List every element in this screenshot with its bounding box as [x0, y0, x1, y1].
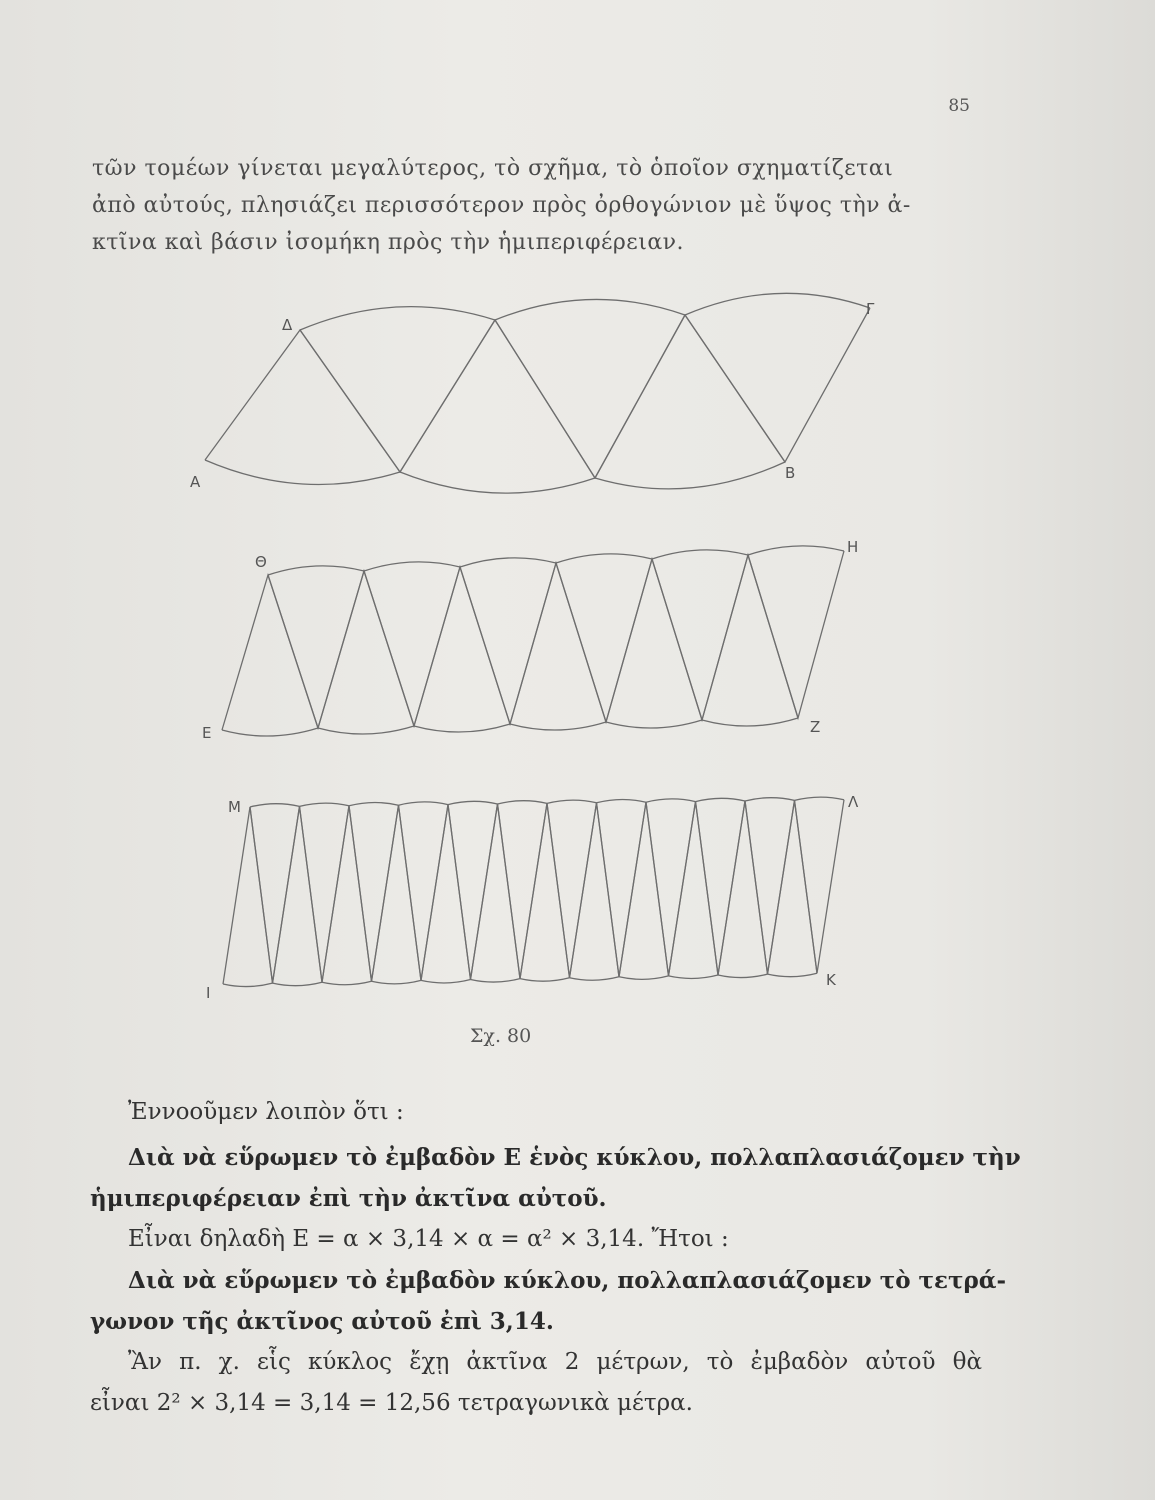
sector-arc: [498, 801, 548, 804]
sector-edges: [748, 551, 844, 718]
sector-edges: [597, 802, 647, 977]
body-text: [90, 1092, 1021, 1424]
sector-edges: [498, 803, 548, 978]
sector-arc: [364, 562, 460, 571]
sector-arc: [273, 982, 323, 985]
rule-1-line-2: ἡμιπεριφέρειαν ἐπὶ τὴν ἀκτῖνα αὐτοῦ.: [90, 1185, 607, 1212]
intro-paragraph: [92, 150, 972, 261]
sector-arc: [300, 307, 495, 330]
sector-edges: [205, 330, 400, 472]
sector-edges: [768, 800, 818, 974]
sector-arc: [372, 980, 422, 983]
sector-edges: [570, 803, 620, 978]
sector-arc: [510, 722, 606, 730]
intro-line: κτῖνα καὶ βάσιν ἰσομήκη πρὸς τὴν ἡμιπεριφέρειαν.: [92, 230, 685, 255]
label-zeta: Ζ: [810, 718, 821, 736]
sector-arc: [400, 472, 595, 493]
sector-arc: [399, 802, 449, 805]
sector-arc: [702, 718, 798, 726]
sector-arc: [669, 975, 719, 978]
sector-arc: [570, 977, 620, 980]
sector-arc: [520, 978, 570, 981]
sector-arc: [696, 798, 746, 801]
sector-arc: [768, 973, 818, 976]
sector-edges: [222, 575, 318, 730]
label-kappa: Κ: [826, 971, 836, 989]
rule-2-line-2: γωνον τῆς ἀκτῖνος αὐτοῦ ἐπὶ 3,14.: [90, 1308, 554, 1335]
sector-edges: [250, 806, 300, 983]
sector-edges: [399, 805, 449, 981]
sector-edges: [795, 800, 845, 973]
label-gamma: Γ: [866, 300, 875, 318]
sector-arc: [595, 462, 785, 489]
sector-arc: [471, 979, 521, 982]
figure-diagram: [190, 290, 890, 1010]
sector-edges: [495, 315, 685, 478]
intro-line: ἀπὸ αὐτούς, πλησιάζει περισσότερον πρὸς ὀρθογώνιον μὲ ὕψος τὴν ἀ-: [92, 193, 911, 218]
sector-edges: [510, 563, 606, 724]
sector-edges: [595, 315, 785, 478]
example-line-2: εἶναι 2² × 3,14 = 3,14 = 12,56 τετραγωνικὰ μέτρα.: [90, 1390, 693, 1416]
label-lambda: Λ: [848, 793, 859, 811]
sector-edges: [471, 804, 521, 980]
sector-arc: [718, 974, 768, 977]
label-iota: Ι: [206, 984, 211, 1002]
sector-arc: [652, 550, 748, 559]
sector-edges: [364, 567, 460, 726]
sector-arc: [205, 460, 400, 485]
sector-edges: [448, 804, 498, 980]
label-theta: Θ: [255, 553, 267, 571]
rule-2-line-1: Διὰ νὰ εὕρωμεν τὸ ἐμβαδὸν κύκλου, πολλαπλασιάζομεν τὸ τετρά-: [128, 1267, 1007, 1294]
sector-arc: [300, 803, 350, 806]
sector-edges: [556, 559, 652, 722]
intro-line: τῶν τομέων γίνεται μεγαλύτερος, τὸ σχῆμα, τὸ ὁποῖον σχηματίζεται: [92, 156, 894, 181]
label-eta: Η: [847, 538, 859, 556]
sector-arc: [597, 799, 647, 802]
body-intro-line: Ἐννοοῦμεν λοιπὸν ὅτι :: [128, 1099, 404, 1125]
sector-edges: [520, 803, 570, 978]
sector-edges: [414, 567, 510, 726]
sector-edges: [606, 559, 702, 722]
sector-edges: [322, 806, 372, 982]
sector-arc: [414, 724, 510, 732]
sector-arc: [421, 980, 471, 983]
sector-arc: [349, 802, 399, 805]
sector-arc: [448, 801, 498, 804]
sector-arc: [318, 726, 414, 734]
sector-arc: [556, 554, 652, 563]
sector-edges: [300, 806, 350, 982]
sector-edges: [547, 803, 597, 978]
sector-arc: [619, 976, 669, 979]
label-delta: Δ: [282, 316, 293, 334]
sector-edges: [300, 320, 495, 472]
sector-arc: [685, 293, 870, 315]
sector-edges: [685, 308, 870, 462]
sector-edges: [619, 802, 669, 977]
sector-arc: [460, 558, 556, 567]
sector-edges: [718, 801, 768, 975]
sector-edges: [318, 571, 414, 728]
figure-caption: Σχ. 80: [470, 1025, 532, 1047]
sector-edges: [696, 801, 746, 975]
sector-arc: [322, 981, 372, 984]
label-alpha: Α: [190, 473, 201, 491]
sector-arc: [250, 804, 300, 807]
sector-edges: [460, 563, 556, 724]
sector-edges: [646, 802, 696, 976]
sector-edges: [702, 555, 798, 720]
sector-arc: [223, 983, 273, 986]
formula-line: Εἶναι δηλαδὴ Ε = α × 3,14 × α = α² × 3,14. Ἤτοι :: [128, 1226, 729, 1252]
rule-1-line-1: Διὰ νὰ εὕρωμεν τὸ ἐμβαδὸν Ε ἑνὸς κύκλου, πολλαπλασιάζομεν τὴν: [128, 1144, 1021, 1171]
sector-arc: [222, 728, 318, 736]
sector-edges: [400, 320, 595, 478]
sector-arc: [646, 799, 696, 802]
sector-arc: [495, 299, 685, 320]
label-epsilon: Ε: [202, 724, 212, 742]
figure-80: [190, 290, 890, 1010]
label-beta: Β: [785, 464, 796, 482]
sector-edges: [652, 555, 748, 720]
example-line-1: Ἂν π. χ. εἷς κύκλος ἔχῃ ἀκτῖνα 2 μέτρων, τὸ ἐμβαδὸν αὐτοῦ θὰ: [128, 1349, 982, 1375]
sector-edges: [669, 802, 719, 976]
sector-edges: [273, 806, 323, 983]
sector-arc: [748, 546, 844, 555]
label-mu: Μ: [228, 798, 241, 816]
sector-arc: [547, 800, 597, 803]
sector-arc: [745, 798, 795, 801]
sector-edges: [421, 805, 471, 981]
sector-arc: [606, 720, 702, 728]
page-number: 85: [948, 96, 970, 116]
sector-edges: [349, 805, 399, 981]
sector-edges: [372, 805, 422, 981]
sector-arc: [268, 566, 364, 575]
sector-edges: [745, 800, 795, 974]
sector-edges: [268, 571, 364, 728]
sector-edges: [223, 807, 273, 984]
sector-arc: [795, 797, 845, 800]
